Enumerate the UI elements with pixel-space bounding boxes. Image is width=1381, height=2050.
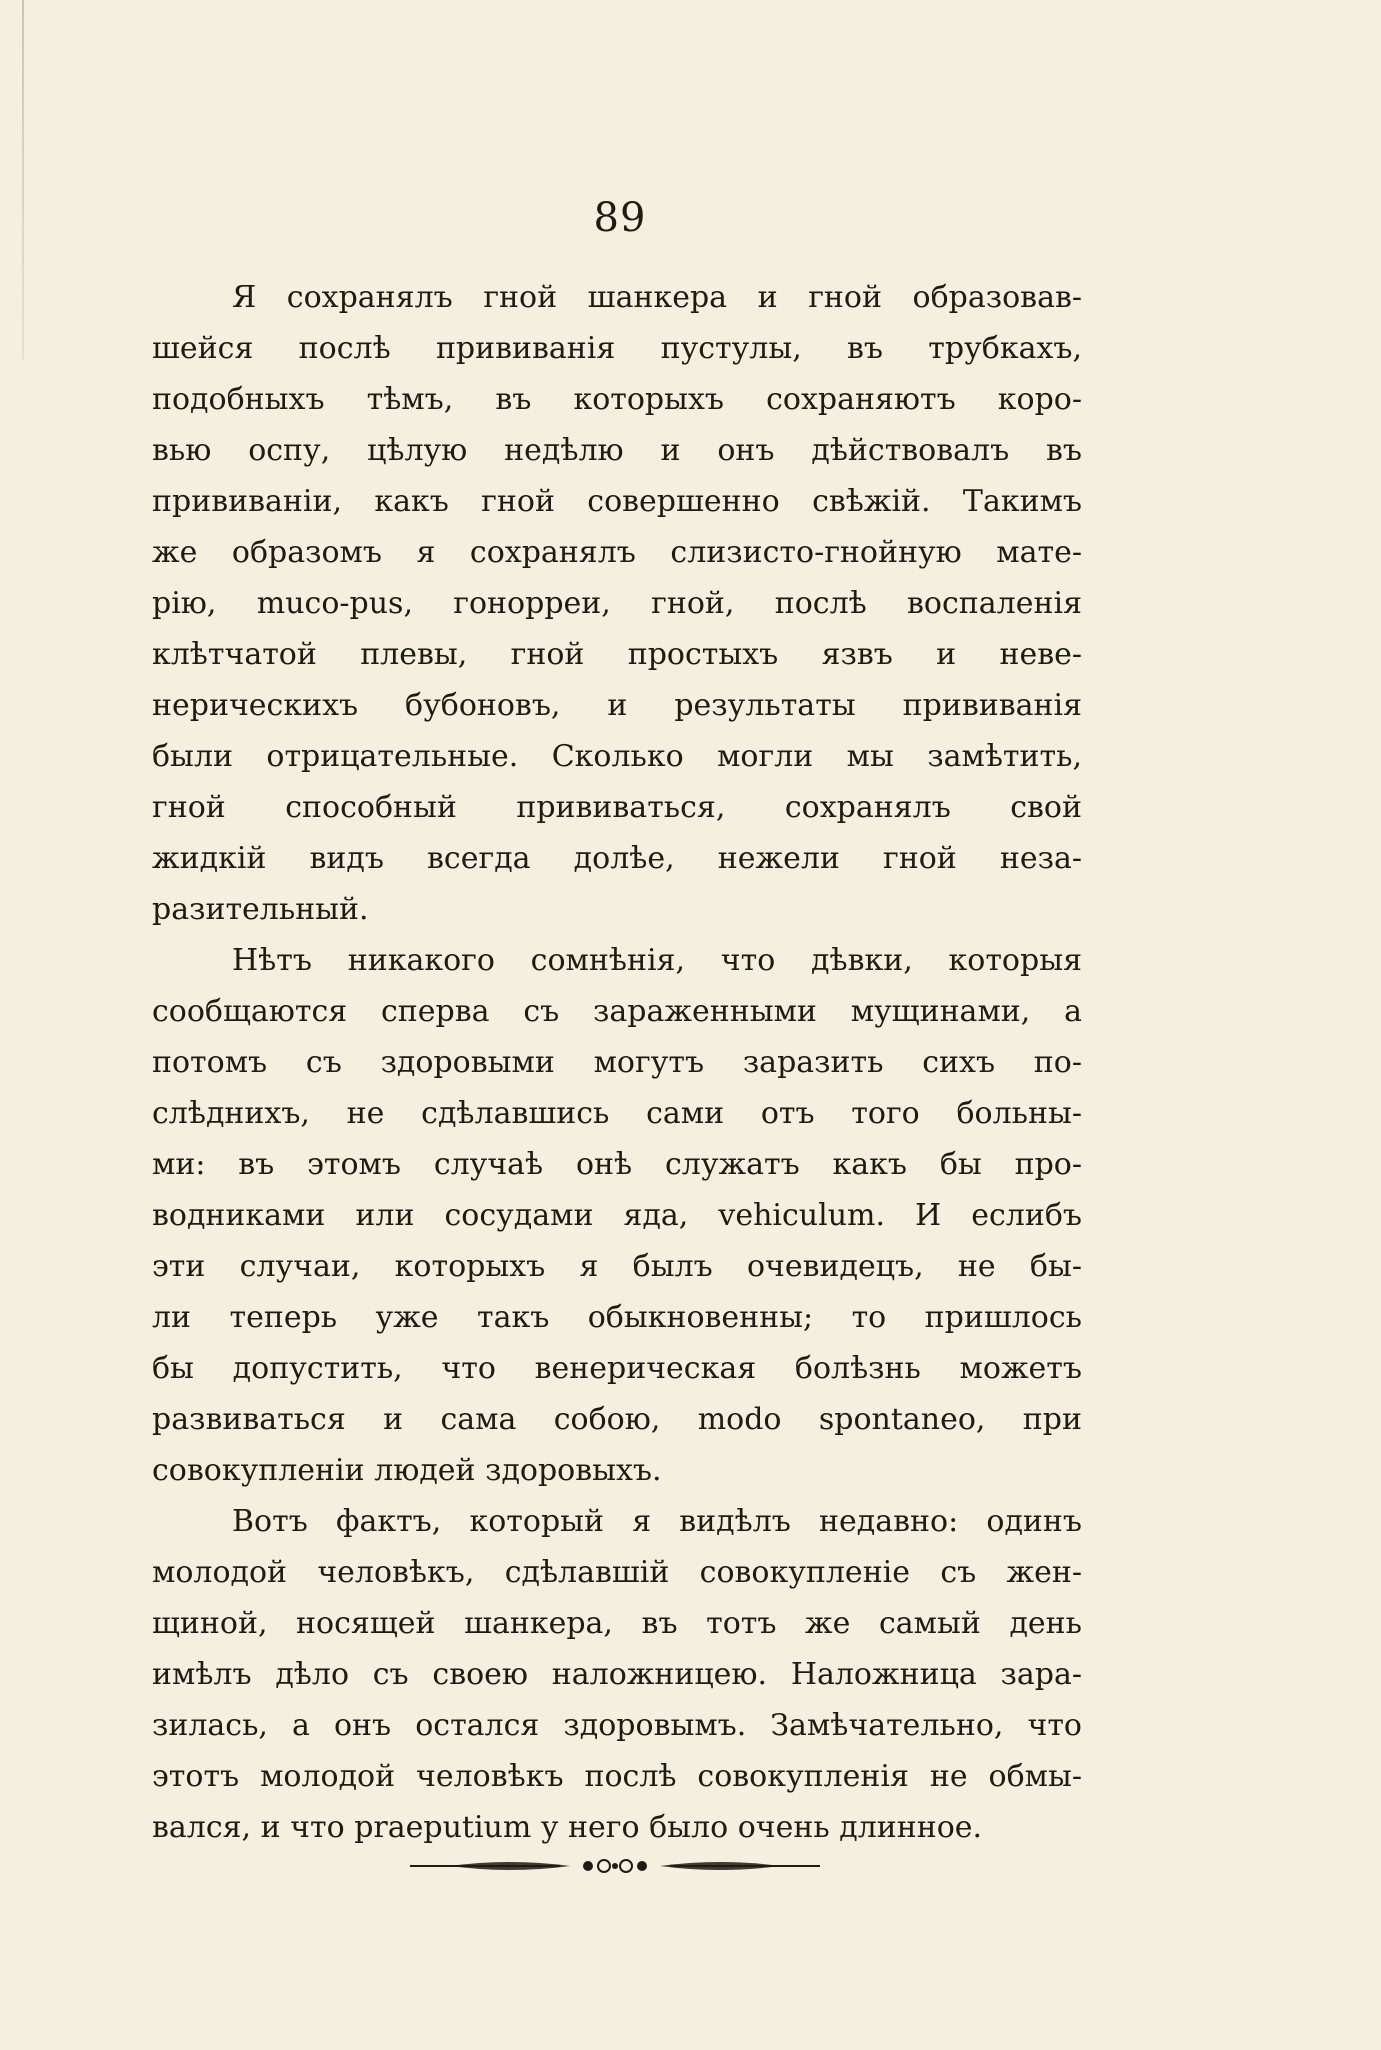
text-line: вался, и что praeputium у него было очень длинное. [152,1810,983,1845]
text-line: рію, muco-pus, гонорреи, гной, послѣ воспаленія [152,586,1082,621]
tailpiece-ornament-icon [410,1854,820,1878]
text-line: вью оспу, цѣлую недѣлю и онъ дѣйствовалъ въ [152,433,1082,468]
text-line: нерическихъ бубоновъ, и результаты прививанія [152,688,1082,723]
text-line: жидкій видъ всегда долѣе, нежели гной неза- [152,841,1082,876]
text-line: были отрицательные. Сколько могли мы замѣтить, [152,739,1082,774]
text-line: водниками или сосудами яда, vehiculum. И еслибъ [152,1198,1082,1233]
paragraph-2 [152,935,1082,1496]
text-line: эти случаи, которыхъ я былъ очевидецъ, не бы- [152,1249,1082,1284]
text-line: щиной, носящей шанкера, въ тотъ же самый день [152,1606,1082,1641]
text-line: клѣтчатой плевы, гной простыхъ язвъ и неве- [152,637,1082,672]
text-line: сообщаются сперва съ зараженными мущинами, а [152,994,1082,1029]
text-line: Я сохранялъ гной шанкера и гной образовав- [232,280,1082,315]
text-line: развиваться и сама собою, modo spontaneo, при [152,1402,1082,1437]
text-line: ми: въ этомъ случаѣ онѣ служатъ какъ бы про- [152,1147,1082,1182]
text-line: разительный. [152,892,369,927]
text-line: гной способный прививаться, сохранялъ свой [152,790,1082,825]
text-line: слѣднихъ, не сдѣлавшись сами отъ того больны- [152,1096,1082,1131]
text-line: имѣлъ дѣло съ своею наложницею. Наложница зара- [152,1657,1082,1692]
text-line: совокупленіи людей здоровыхъ. [152,1453,662,1488]
text-line: потомъ съ здоровыми могутъ заразить сихъ по- [152,1045,1082,1080]
page-number: 89 [593,195,647,241]
text-line: же образомъ я сохранялъ слизисто-гнойную мате- [152,535,1082,570]
page-edge [22,0,24,360]
text-line: прививаніи, какъ гной совершенно свѣжій. Такимъ [152,484,1082,519]
body-text [152,272,1082,1853]
text-line: молодой человѣкъ, сдѣлавшій совокупленіе съ жен- [152,1555,1082,1590]
text-line: шейся послѣ прививанія пустулы, въ трубкахъ, [152,331,1082,366]
text-line: этотъ молодой человѣкъ послѣ совокупленія не обмы- [152,1759,1082,1794]
text-line: зилась, а онъ остался здоровымъ. Замѣчательно, что [152,1708,1082,1743]
text-line: Вотъ фактъ, который я видѣлъ недавно: одинъ [232,1504,1082,1539]
text-line: Нѣтъ никакого сомнѣнія, что дѣвки, которыя [232,943,1082,978]
paragraph-1 [152,272,1082,935]
text-line: бы допустить, что венерическая болѣзнь можетъ [152,1351,1082,1386]
paragraph-3 [152,1496,1082,1853]
text-line: ли теперь уже такъ обыкновенны; то пришлось [152,1300,1082,1335]
text-line: подобныхъ тѣмъ, въ которыхъ сохраняютъ коро- [152,382,1082,417]
